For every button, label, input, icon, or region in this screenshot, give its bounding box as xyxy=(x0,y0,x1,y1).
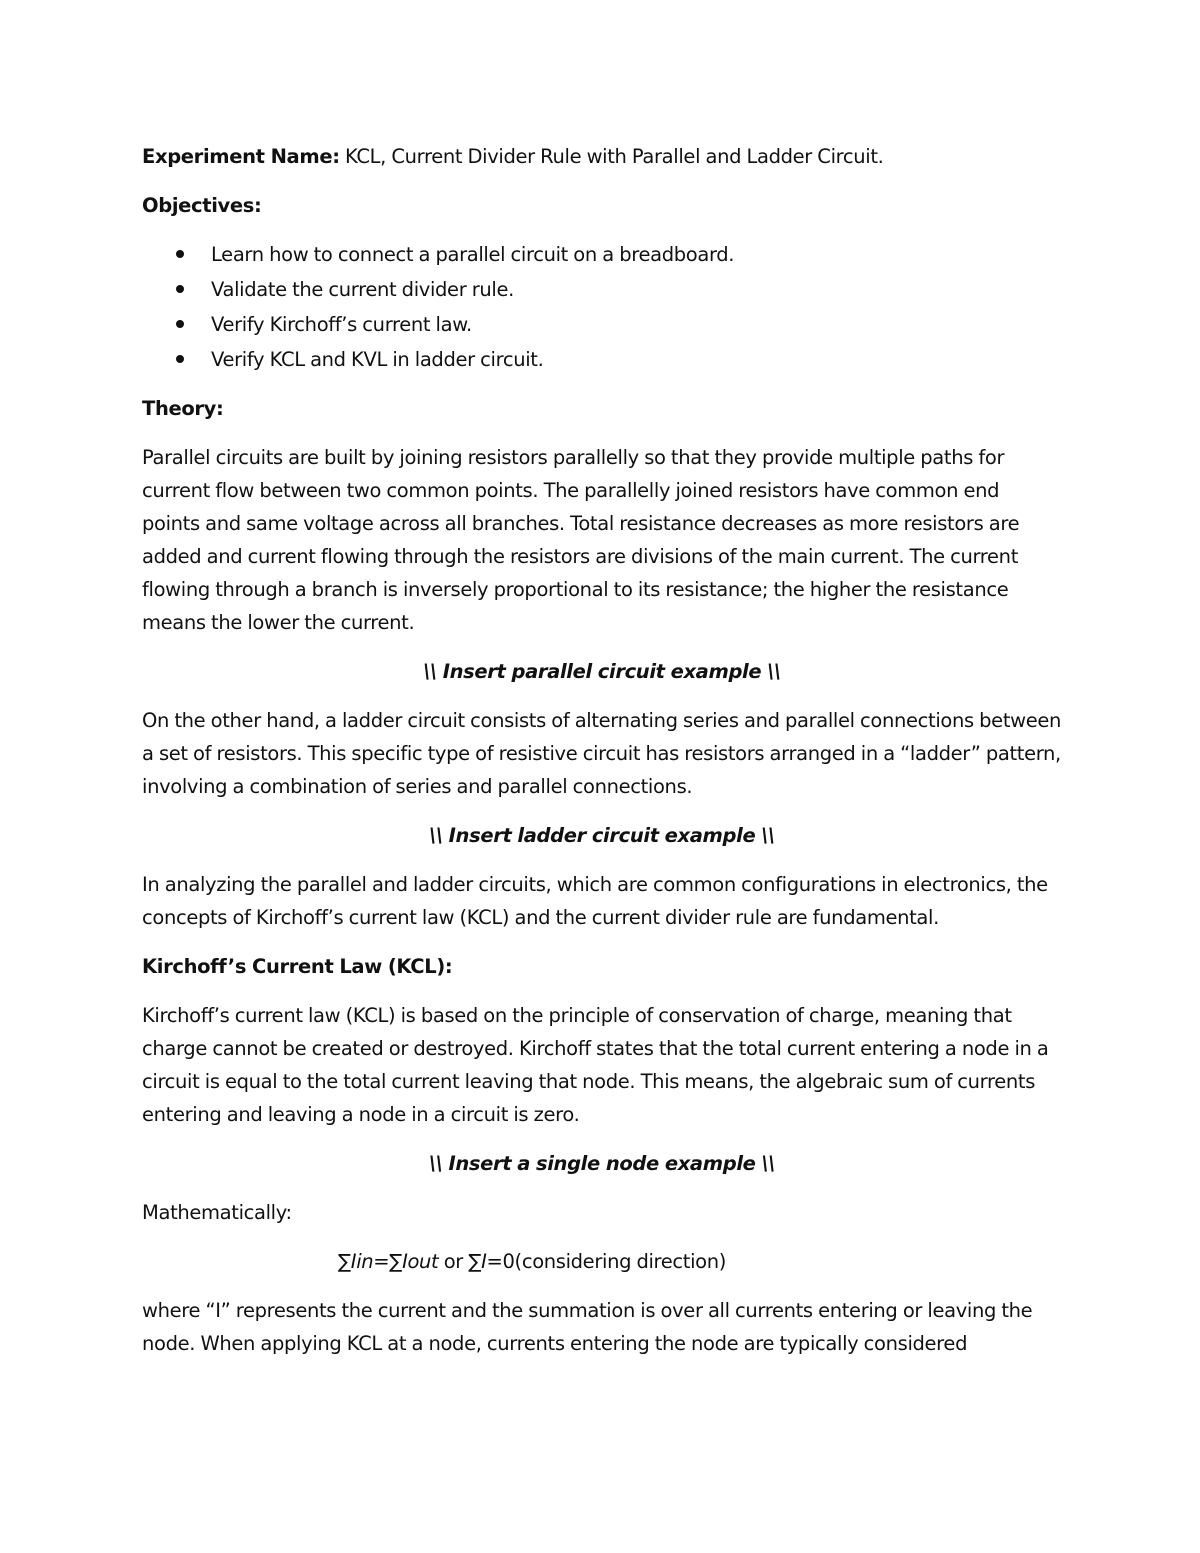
math-label: Mathematically: xyxy=(142,1201,292,1224)
formula-sum-out: ∑Iout xyxy=(389,1250,439,1273)
list-item xyxy=(142,343,1062,376)
parallel-circuit-placeholder: \\ Insert parallel circuit example \\ xyxy=(423,660,781,683)
kcl-paragraph-2: where “I” represents the current and the summation is over all currents entering or leaving the node. When applying KCL at a node, currents entering the node are typically considered xyxy=(142,1299,1033,1355)
theory-paragraph-2: On the other hand, a ladder circuit consists of alternating series and parallel connections between a set of resistors. This specific type of resistive circuit has resistors arranged in a “ladder” pattern, involving a combination of series and parallel connections. xyxy=(142,709,1062,798)
single-node-placeholder: \\ Insert a single node example \\ xyxy=(428,1152,776,1175)
bullet-icon xyxy=(176,250,184,258)
objectives-heading: Objectives: xyxy=(142,194,262,217)
formula-zero: =0(considering direction) xyxy=(486,1250,727,1273)
list-item xyxy=(142,308,1062,341)
list-item xyxy=(142,273,1062,306)
kcl-heading: Kirchoff’s Current Law (KCL): xyxy=(142,955,453,978)
formula-equals: = xyxy=(373,1250,390,1273)
formula-sum-in: ∑Iin xyxy=(338,1250,374,1273)
bullet-icon xyxy=(176,285,184,293)
objectives-list xyxy=(142,238,1062,376)
experiment-name-line xyxy=(142,140,1062,173)
experiment-name-value: KCL, Current Divider Rule with Parallel and Ladder Circuit. xyxy=(339,145,884,168)
document-body xyxy=(142,140,1062,1360)
objective-text: Learn how to connect a parallel circuit on a breadboard. xyxy=(211,243,735,266)
ladder-circuit-placeholder: \\ Insert ladder circuit example \\ xyxy=(429,824,775,847)
experiment-name-label: Experiment Name: xyxy=(142,145,340,168)
objective-text: Validate the current divider rule. xyxy=(211,278,514,301)
objective-text: Verify KCL and KVL in ladder circuit. xyxy=(211,348,544,371)
theory-heading: Theory: xyxy=(142,397,224,420)
bullet-icon xyxy=(176,320,184,328)
kcl-formula xyxy=(142,1245,1062,1278)
formula-sum-i: ∑I xyxy=(468,1250,487,1273)
theory-paragraph-1: Parallel circuits are built by joining resistors parallelly so that they provide multiple paths for current flow between two common points. The parallelly joined resistors have common end points and same voltage across all branches. Total resistance decreases as more resistors are added and current flowing through the resistors are divisions of the main current. The current flowing through a branch is inversely proportional to its resistance; the higher the resistance means the lower the current. xyxy=(142,446,1020,634)
list-item xyxy=(142,238,1062,271)
objective-text: Verify Kirchoff’s current law. xyxy=(211,313,472,336)
bullet-icon xyxy=(176,355,184,363)
theory-paragraph-3: In analyzing the parallel and ladder circuits, which are common configurations in electronics, the concepts of Kirchoff’s current law (KCL) and the current divider rule are fundamental. xyxy=(142,873,1048,929)
kcl-paragraph-1: Kirchoff’s current law (KCL) is based on the principle of conservation of charge, meaning that charge cannot be created or destroyed. Kirchoff states that the total current entering a node in a circuit is equal to the total current leaving that node. This means, the algebraic sum of currents entering and leaving a node in a circuit is zero. xyxy=(142,1004,1049,1126)
formula-or: or xyxy=(438,1250,469,1273)
